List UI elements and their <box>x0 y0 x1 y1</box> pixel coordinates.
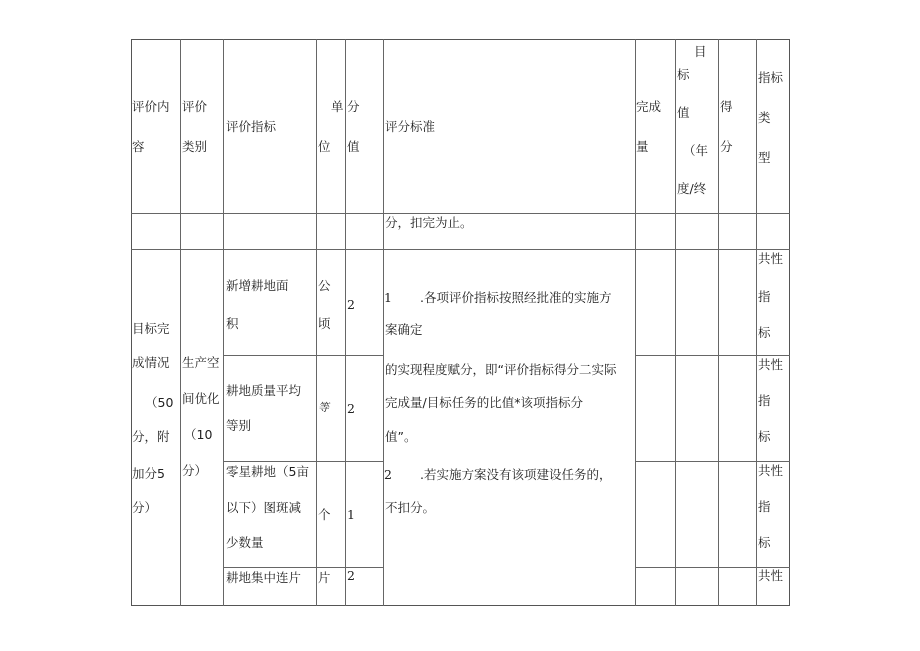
row-divider <box>131 213 790 214</box>
indicator-name: 等别 <box>226 418 252 433</box>
col-divider <box>635 39 636 606</box>
section-content: 分） <box>132 500 158 515</box>
indicator-unit: 片 <box>318 570 331 585</box>
header-type: 型 <box>758 150 771 165</box>
header-target: 值 <box>677 105 690 120</box>
header-content: 评价内 <box>132 99 170 114</box>
standard-text: 完成量/目标任务的比值*该项指标分 <box>385 395 583 410</box>
header-target: 标 <box>677 67 690 82</box>
header-unit: 位 <box>318 139 331 154</box>
standard-tail: 分，扣完为止。 <box>385 215 473 230</box>
indicator-name: 耕地质量平均 <box>226 383 302 398</box>
indicator-type: 共性 <box>758 357 784 372</box>
header-score: 值 <box>347 139 360 154</box>
row-divider <box>223 567 383 568</box>
indicator-score: 1 <box>347 507 355 522</box>
col-divider <box>316 39 317 606</box>
indicator-name: 新增耕地面 <box>226 278 289 293</box>
standard-text: 案确定 <box>385 322 423 337</box>
indicator-name: 耕地集中连片 <box>226 570 302 585</box>
col-divider <box>180 39 181 606</box>
indicator-name: 以下）图斑减 <box>226 500 302 515</box>
indicator-name: 少数量 <box>226 535 264 550</box>
row-divider <box>223 461 383 462</box>
indicator-score: 2 <box>347 401 355 416</box>
header-category: 评价 <box>182 99 208 114</box>
header-type: 类 <box>758 110 771 125</box>
standard-item-number: 1 <box>384 290 392 305</box>
header-category: 类别 <box>182 139 208 154</box>
indicator-unit: 等 <box>318 401 329 414</box>
col-divider <box>675 39 676 606</box>
header-obtained: 分 <box>720 139 733 154</box>
header-completed: 量 <box>636 139 649 154</box>
indicator-name: 积 <box>226 316 239 331</box>
header-standard: 评分标准 <box>385 119 436 134</box>
row-divider <box>223 355 383 356</box>
standard-text: 不扣分。 <box>385 500 436 515</box>
row-divider <box>131 249 790 250</box>
section-content: 加分5 <box>132 466 165 481</box>
indicator-type: 标 <box>758 535 771 550</box>
indicator-type: 共性 <box>758 568 784 583</box>
header-obtained: 得 <box>720 99 733 114</box>
standard-text: .若实施方案没有该项建设任务的， <box>420 467 612 482</box>
header-unit: 单 <box>331 99 344 114</box>
indicator-type: 标 <box>758 325 771 340</box>
indicator-type: 指 <box>758 393 771 408</box>
indicator-score: 2 <box>347 568 355 583</box>
section-content: 目标完 <box>132 321 170 336</box>
header-target: 目 <box>694 44 707 59</box>
indicator-unit: 个 <box>318 507 331 522</box>
col-divider <box>718 39 719 606</box>
section-category: 分） <box>182 463 208 478</box>
section-category: （10 <box>184 427 213 442</box>
col-divider <box>345 39 346 606</box>
header-content: 容 <box>132 139 145 154</box>
standard-text: 的实现程度赋分，即“评价指标得分二实际 <box>385 362 617 377</box>
indicator-type: 指 <box>758 499 771 514</box>
indicator-name: 零星耕地（5亩 <box>226 464 309 479</box>
header-target: （年 <box>683 143 709 158</box>
section-category: 间优化 <box>182 391 220 406</box>
standard-text: 值”。 <box>385 429 417 444</box>
section-content: 成情况 <box>132 355 170 370</box>
header-completed: 完成 <box>636 99 662 114</box>
indicator-unit: 顷 <box>318 316 331 331</box>
indicator-type: 指 <box>758 289 771 304</box>
header-score: 分 <box>347 99 360 114</box>
row-divider <box>635 355 790 356</box>
section-content: （50 <box>145 395 174 410</box>
col-divider <box>756 39 757 606</box>
section-content: 分，附 <box>132 429 170 444</box>
row-divider <box>635 461 790 462</box>
col-divider <box>223 39 224 606</box>
indicator-type: 标 <box>758 429 771 444</box>
header-type: 指标 <box>758 70 784 85</box>
evaluation-table <box>131 39 790 606</box>
section-category: 生产空 <box>182 355 220 370</box>
header-indicator: 评价指标 <box>226 119 277 134</box>
indicator-unit: 公 <box>318 278 331 293</box>
header-target: 度/终 <box>677 181 707 196</box>
indicator-type: 共性 <box>758 251 784 266</box>
standard-item-number: 2 <box>384 467 392 482</box>
standard-text: .各项评价指标按照经批准的实施方 <box>420 290 612 305</box>
indicator-score: 2 <box>347 297 355 312</box>
indicator-type: 共性 <box>758 463 784 478</box>
col-divider <box>383 39 384 606</box>
